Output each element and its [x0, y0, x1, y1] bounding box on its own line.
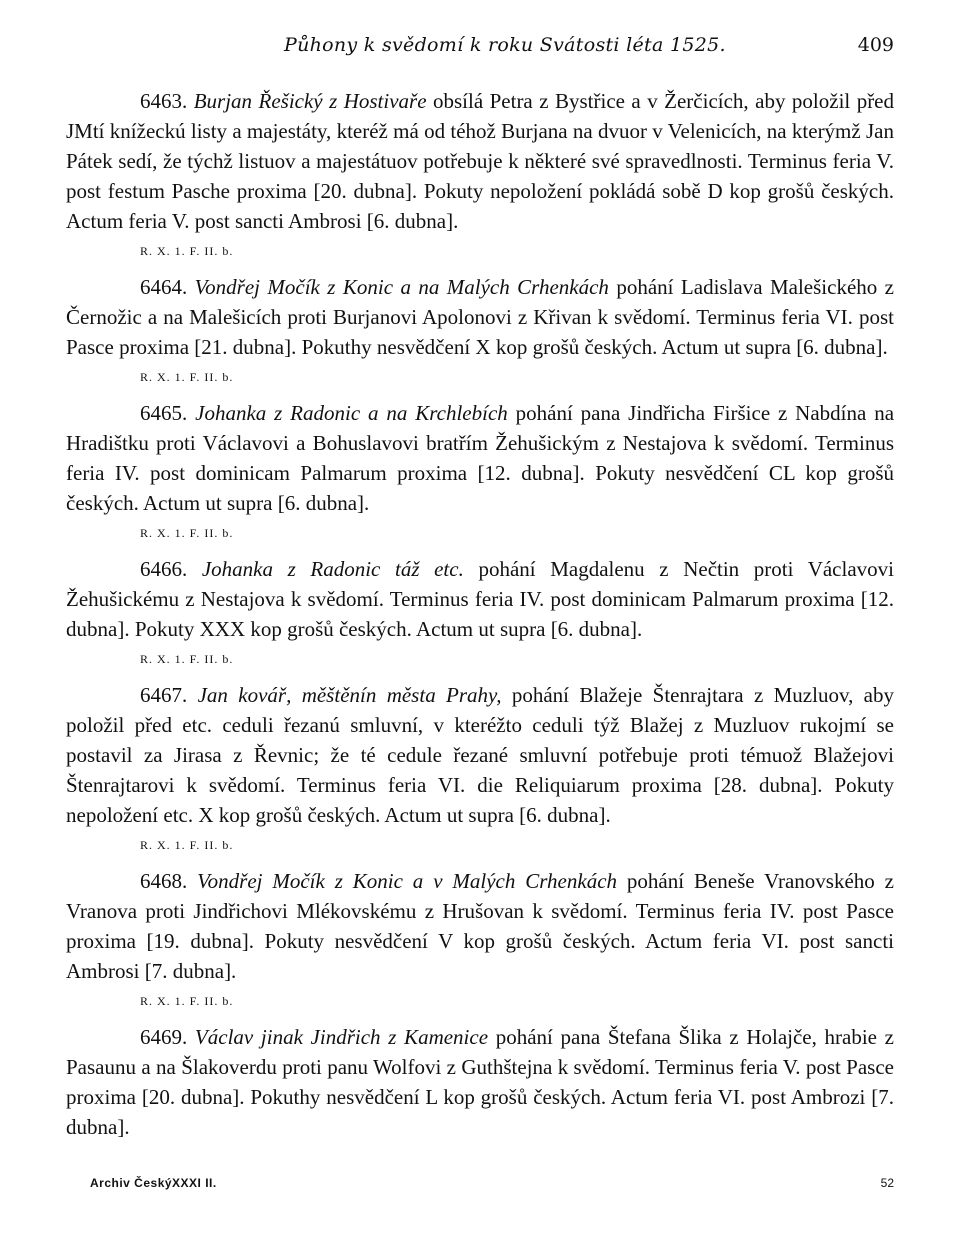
running-header	[66, 34, 894, 62]
entry-number: 6466.	[140, 557, 188, 581]
entry-body: pohání pana Jindřicha Firšice z Nabdína na Hradištku proti Václavovi a Bohuslavovi bratřím Žehušickým z Nestajova k svědomí. Terminus feria IV. post dominicam Palmarum proxima [12. dubna]. Pokuty nesvědčení CL kop grošů českých. Actum ut supra [6. dubna].	[66, 401, 895, 515]
entry-body: pohání Magdalenu z Nečtin proti Václavovi Žehušickému z Nestajova k svědomí. Terminus feria IV. post dominicam Palmarum proxima [12. dubna]. Pokuty XXX kop grošů českých. Actum ut supra [6. dubna].	[66, 557, 894, 641]
entry-number: 6468.	[140, 869, 188, 893]
page-number: 409	[857, 34, 894, 56]
entry-text	[66, 554, 894, 644]
entry-text	[66, 680, 894, 830]
entry-body: pohání Blažeje Štenrajtara z Muzluov, aby položil před etc. ceduli řezanú smluvní, v kteréžto ceduli týž Blažej z Muzluov rukojmí se postavil za Jirasa z Řevnic; že té cedule řezané smluvní potřebuje proti témuož Blažejovi Štenrajtarovi k svědomí. Terminus feria VI. die Reliquiarum proxima [28. dubna]. Pokuty nepoložení etc. X kop grošů českých. Actum ut supra [6. dubna].	[66, 683, 895, 827]
entry-party-name: Vondřej Močík z Konic a na Malých Crhenkách	[194, 275, 609, 299]
entry-source: R. X. 1. F. II. b.	[140, 526, 234, 540]
entry-number: 6467.	[140, 683, 188, 707]
entry-number: 6464.	[140, 275, 188, 299]
entry-list	[66, 86, 894, 1142]
entry-number: 6469.	[140, 1025, 188, 1049]
entry-party-name: Johanka z Radonic a na Krchlebích	[195, 401, 508, 425]
entry-text	[66, 86, 894, 236]
entry-party-name: Johanka z Radonic táž etc.	[201, 557, 464, 581]
entry-6468	[66, 866, 894, 1012]
entry-source: R. X. 1. F. II. b.	[140, 994, 234, 1008]
entry-body: pohání Ladislava Malešického z Černožic a na Malešicích proti Burjanovi Apolonovi z Křivan k svědomí. Terminus feria VI. post Pasce proxima [21. dubna]. Pokuthy nesvědčení X kop grošů českých. Actum ut supra [6. dubna].	[66, 275, 894, 359]
entry-body: pohání Beneše Vranovského z Vranova proti Jindřichovi Mlékovskému z Hrušovan k svědomí. Terminus feria IV. post Pasce proxima [19. dubna]. Pokuty nesvědčení V kop grošů českých. Actum feria VI. post sancti Ambrosi [7. dubna].	[66, 869, 895, 983]
page-footer	[66, 1176, 894, 1198]
entry-party-name: Jan kovář, měštěnín města Prahy,	[197, 683, 502, 707]
entry-6467	[66, 680, 894, 856]
entry-6469	[66, 1022, 894, 1142]
entry-source: R. X. 1. F. II. b.	[140, 370, 234, 384]
entry-source: R. X. 1. F. II. b.	[140, 652, 234, 666]
entry-party-name: Václav jinak Jindřich z Kamenice	[194, 1025, 489, 1049]
entry-source: R. X. 1. F. II. b.	[140, 244, 234, 258]
entry-6464	[66, 272, 894, 388]
signature-mark: Archiv ČeskýXXXI II.	[90, 1176, 217, 1190]
entry-6465	[66, 398, 894, 544]
entry-source: R. X. 1. F. II. b.	[140, 838, 234, 852]
entry-text	[66, 272, 894, 362]
entry-text	[66, 398, 894, 518]
entry-body: pohání pana Štefana Šlika z Holajče, hrabie z Pasaunu a na Šlakoverdu proti panu Wolfovi z Guthštejna k svědomí. Terminus feria V. post Pasce proxima [20. dubna]. Pokuthy nesvědčení L kop grošů českých. Actum feria VI. post Ambrozi [7. dubna].	[66, 1025, 894, 1139]
sheet-number: 52	[880, 1176, 894, 1190]
entry-number: 6463.	[140, 89, 188, 113]
entry-party-name: Burjan Řešický z Hostivaře	[193, 89, 427, 113]
entry-body: obsílá Petra z Bystřice a v Žerčicích, aby položil před JMtí knížeckú listy a majestáty, kteréž má od téhož Burjana na dvuor v Velenicích, na kterýmž Jan Pátek sedí, že týchž listuov a majestátuov potřebuje k některé své spravedlnosti. Terminus feria V. post festum Pasche proxima [20. dubna]. Pokuty nepoložení pokládá sobě D kop grošů českých. Actum feria V. post sancti Ambrosi [6. dubna].	[66, 89, 895, 233]
entry-party-name: Vondřej Močík z Konic a v Malých Crhenkách	[197, 869, 618, 893]
entry-6466	[66, 554, 894, 670]
entry-number: 6465.	[140, 401, 188, 425]
running-title: Půhony k svědomí k roku Svátosti léta 1525.	[284, 34, 726, 56]
entry-text	[66, 866, 894, 986]
entry-6463	[66, 86, 894, 262]
entry-text	[66, 1022, 894, 1142]
